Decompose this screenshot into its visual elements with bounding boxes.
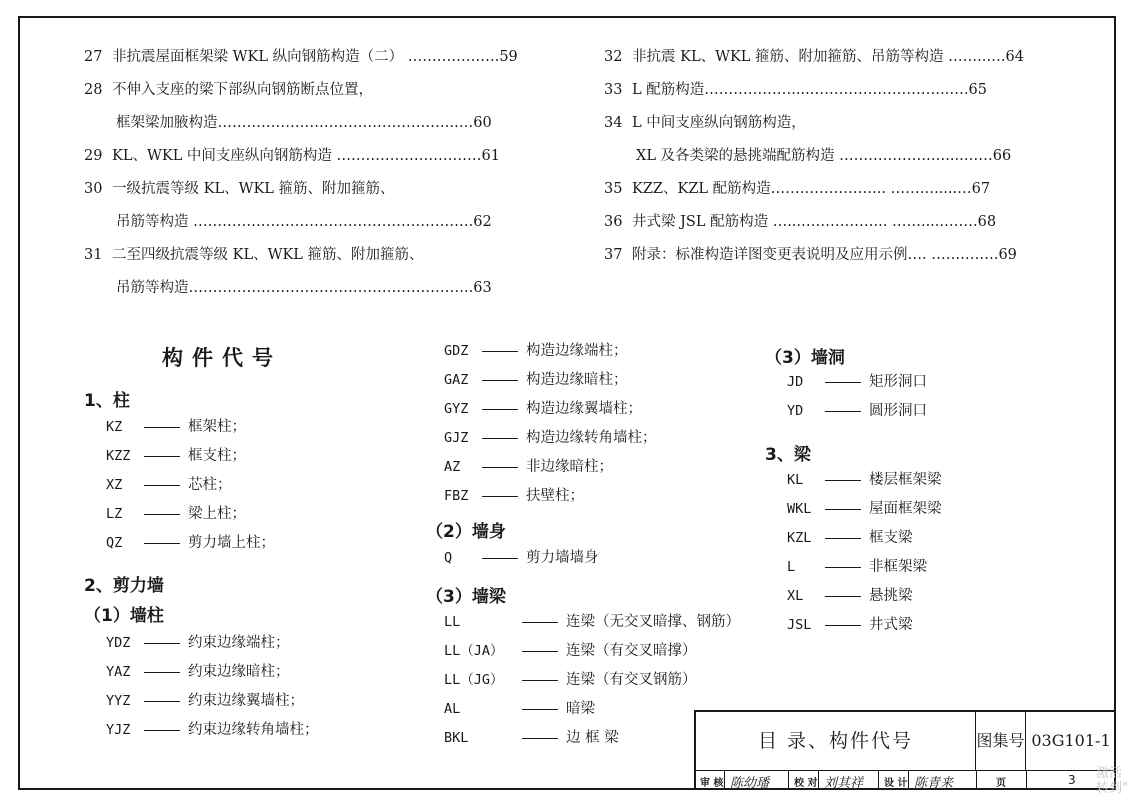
dash-separator <box>825 411 861 412</box>
toc-entry-leader: ……..…. <box>943 49 1006 65</box>
dash-separator <box>482 380 518 381</box>
code-abbreviation: GDZ <box>444 343 469 359</box>
code-abbreviation: YAZ <box>106 664 131 680</box>
dash-separator <box>522 709 558 710</box>
code-entry <box>444 342 628 360</box>
dash-separator <box>482 409 518 410</box>
code-description: 边 框 梁 <box>566 730 619 746</box>
code-abbreviation: KZZ <box>106 448 131 464</box>
toc-entry-title: 框架梁加腋构造 <box>116 115 218 131</box>
divider <box>976 770 977 790</box>
toc-entry-number: 28 <box>84 82 103 98</box>
code-description: 剪力墙上柱； <box>188 535 275 551</box>
toc-entry-number: 34 <box>604 115 623 131</box>
design-label: 设 计 <box>884 778 908 789</box>
code-description: 框支柱； <box>188 448 246 464</box>
code-description: 梁上柱； <box>188 506 246 522</box>
toc-entry-leader: …………………... ……….....… <box>770 181 972 197</box>
code-entry <box>787 500 942 518</box>
check-signature: 刘其祥 <box>824 776 864 791</box>
set-number: 03G101-1 <box>1031 731 1111 750</box>
code-abbreviation: YJZ <box>106 722 131 738</box>
section-beams: 3、梁 <box>765 445 811 465</box>
dash-separator <box>825 625 861 626</box>
code-entry <box>787 529 913 547</box>
toc-entry-title: L 配筋构造 <box>632 82 705 98</box>
code-abbreviation: QZ <box>106 535 123 551</box>
watermark-line-2: 转到" <box>1096 781 1128 796</box>
signature-row <box>696 770 1116 790</box>
section-wall-beam: （3）墙梁 <box>426 587 506 607</box>
code-abbreviation: L <box>787 559 796 575</box>
divider <box>908 770 909 790</box>
toc-entry <box>84 279 492 297</box>
code-abbreviation: XZ <box>106 477 123 493</box>
code-entry <box>106 634 290 652</box>
dash-separator <box>144 672 180 673</box>
toc-entry <box>84 147 500 165</box>
code-abbreviation: KZ <box>106 419 123 435</box>
code-abbreviation: GJZ <box>444 430 469 446</box>
code-description: 井式梁 <box>869 617 913 633</box>
dash-separator <box>144 456 180 457</box>
dash-separator <box>825 509 861 510</box>
dash-separator <box>482 558 518 559</box>
section-wall-hole: （3）墙洞 <box>765 348 845 368</box>
toc-entry-title: KZZ、KZL 配筋构造 <box>632 181 771 197</box>
code-entry <box>106 505 246 523</box>
code-description: 构造边缘翼墙柱； <box>526 401 642 417</box>
code-description: 剪力墙墙身 <box>526 550 599 566</box>
code-entry <box>444 729 619 747</box>
code-abbreviation: LZ <box>106 506 123 522</box>
code-entry <box>444 642 697 660</box>
code-abbreviation: YDZ <box>106 635 131 651</box>
code-abbreviation: YYZ <box>106 693 131 709</box>
toc-entry-title: L 中间支座纵向钢筋构造， <box>632 115 806 131</box>
check-label: 校 对 <box>794 778 818 789</box>
section-columns: 1、柱 <box>84 391 130 411</box>
dash-separator <box>482 496 518 497</box>
component-code-heading: 构件代号 <box>162 346 282 370</box>
code-description: 扶壁柱； <box>526 488 584 504</box>
dash-separator <box>522 651 558 652</box>
dash-separator <box>144 730 180 731</box>
code-abbreviation: WKL <box>787 501 812 517</box>
code-description: 屋面框架梁 <box>869 501 942 517</box>
code-abbreviation: KL <box>787 472 804 488</box>
toc-entry-number: 36 <box>604 214 623 230</box>
code-entry <box>106 447 246 465</box>
toc-entry <box>84 180 395 198</box>
toc-entry-leader: ………………. <box>403 49 500 65</box>
toc-entry-page: 59 <box>499 49 518 65</box>
code-abbreviation: Q <box>444 550 453 566</box>
toc-entry-leader: ………………………… <box>331 148 482 164</box>
dash-separator <box>825 596 861 597</box>
dash-separator <box>144 485 180 486</box>
divider <box>788 770 789 790</box>
code-abbreviation: LL（JG） <box>444 672 504 688</box>
divider <box>724 770 725 790</box>
code-description: 矩形洞口 <box>869 374 927 390</box>
code-description: 约束边缘转角墙柱； <box>188 722 319 738</box>
page-label: 页 <box>996 778 1006 789</box>
section-wall-columns: （1）墙柱 <box>84 606 164 626</box>
toc-entry-page: 67 <box>971 181 991 197</box>
toc-entry <box>604 147 1011 165</box>
toc-entry-leader: …. …….……. <box>907 247 999 263</box>
toc-entry-number: 31 <box>84 247 103 263</box>
code-entry <box>787 373 927 391</box>
toc-entry <box>84 81 373 99</box>
code-description: 悬挑梁 <box>869 588 913 604</box>
code-entry <box>787 587 913 605</box>
code-entry <box>444 487 584 505</box>
toc-entry <box>84 246 424 264</box>
code-abbreviation: LL（JA） <box>444 643 504 659</box>
toc-entry-title: XL 及各类梁的悬挑端配筋构造 <box>636 148 835 164</box>
code-entry <box>787 616 913 634</box>
toc-entry-title: KL、WKL 中间支座纵向钢筋构造 <box>112 148 332 164</box>
code-entry <box>444 371 628 389</box>
code-description: 约束边缘翼墙柱； <box>188 693 304 709</box>
code-description: 芯柱； <box>188 477 232 493</box>
code-description: 圆形洞口 <box>869 403 927 419</box>
code-entry <box>106 418 246 436</box>
code-abbreviation: GAZ <box>444 372 469 388</box>
code-entry <box>106 476 232 494</box>
toc-entry <box>84 48 518 66</box>
dash-separator <box>482 351 518 352</box>
toc-entry <box>604 246 1017 264</box>
dash-separator <box>144 543 180 544</box>
code-entry <box>106 663 290 681</box>
toc-entry-leader: ………………....………………………..…. <box>704 82 969 98</box>
code-abbreviation: JD <box>787 374 804 390</box>
code-abbreviation: LL <box>444 614 461 630</box>
code-entry <box>787 471 942 489</box>
code-abbreviation: GYZ <box>444 401 469 417</box>
toc-entry-page: 60 <box>473 115 492 131</box>
code-description: 楼层框架梁 <box>869 472 942 488</box>
toc-entry-number: 27 <box>84 49 103 65</box>
toc-entry-page: 66 <box>992 148 1012 164</box>
dash-separator <box>522 680 558 681</box>
code-entry <box>444 458 613 476</box>
section-wall-body: （2）墙身 <box>426 522 506 542</box>
toc-entry-number: 32 <box>604 49 623 65</box>
toc-entry <box>604 180 990 198</box>
code-description: 连梁（有交叉暗撑） <box>566 643 697 659</box>
code-description: 约束边缘端柱； <box>188 635 290 651</box>
toc-entry <box>604 114 806 132</box>
code-abbreviation: AZ <box>444 459 461 475</box>
title-block <box>694 710 1116 790</box>
toc-entry-number: 29 <box>84 148 103 164</box>
dash-separator <box>144 643 180 644</box>
toc-entry-title: 不伸入支座的梁下部纵向钢筋断点位置， <box>112 82 373 98</box>
dash-separator <box>144 514 180 515</box>
review-label: 审 核 <box>700 778 724 789</box>
drawing-title: 目 录、构件代号 <box>696 712 976 770</box>
code-description: 构造边缘转角墙柱； <box>526 430 657 446</box>
dash-separator <box>825 538 861 539</box>
activation-watermark <box>1096 766 1128 796</box>
code-entry <box>106 534 275 552</box>
code-entry <box>787 558 927 576</box>
divider <box>818 770 819 790</box>
code-entry <box>106 692 304 710</box>
toc-entry <box>604 81 987 99</box>
toc-entry-page: 65 <box>968 82 987 98</box>
code-abbreviation: FBZ <box>444 488 469 504</box>
review-signature: 陈幼璠 <box>730 776 770 791</box>
toc-entry-leader: ………………………………………………….. <box>188 280 474 296</box>
toc-entry-leader: ……………….…....…… <box>834 148 993 164</box>
code-entry <box>787 402 927 420</box>
code-description: 非边缘暗柱； <box>526 459 613 475</box>
watermark-line-1: 激活 <box>1096 766 1123 781</box>
toc-entry <box>84 213 492 231</box>
dash-separator <box>522 738 558 739</box>
dash-separator <box>482 438 518 439</box>
dash-separator <box>825 567 861 568</box>
dash-separator <box>522 622 558 623</box>
toc-entry-title: 吊筋等构造 <box>116 214 189 230</box>
toc-entry-number: 33 <box>604 82 623 98</box>
toc-entry-number: 35 <box>604 181 623 197</box>
toc-entry-title: 二至四级抗震等级 KL、WKL 箍筋、附加箍筋、 <box>112 247 424 263</box>
code-description: 约束边缘暗柱； <box>188 664 290 680</box>
toc-entry-page: 68 <box>977 214 997 230</box>
toc-entry <box>84 114 492 132</box>
toc-entry-page: 61 <box>481 148 500 164</box>
toc-entry-leader: …………………………………………………. <box>188 214 474 230</box>
toc-entry-title: 附录：标准构造详图变更表说明及应用示例 <box>632 247 908 263</box>
code-description: 框架柱； <box>188 419 246 435</box>
dash-separator <box>825 480 861 481</box>
code-description: 暗梁 <box>566 701 595 717</box>
toc-entry-leader: …...……………... …….....……. <box>768 214 978 230</box>
toc-entry-page: 62 <box>473 214 492 230</box>
code-entry <box>444 429 657 447</box>
design-signature: 陈青来 <box>914 776 954 791</box>
set-number-label: 图集号 <box>976 712 1026 770</box>
code-entry <box>444 671 697 689</box>
toc-entry-page: 64 <box>1005 49 1024 65</box>
dash-separator <box>144 701 180 702</box>
dash-separator <box>825 382 861 383</box>
code-abbreviation: KZL <box>787 530 812 546</box>
code-description: 构造边缘暗柱； <box>526 372 628 388</box>
divider <box>878 770 879 790</box>
code-description: 构造边缘端柱； <box>526 343 628 359</box>
code-abbreviation: JSL <box>787 617 812 633</box>
code-abbreviation: AL <box>444 701 461 717</box>
page-number: 3 <box>1068 773 1076 787</box>
code-description: 连梁（有交叉钢筋） <box>566 672 697 688</box>
code-entry <box>444 400 642 418</box>
toc-entry-title: 井式梁 JSL 配筋构造 <box>632 214 769 230</box>
dash-separator <box>482 467 518 468</box>
toc-entry <box>604 213 996 231</box>
section-shear-wall: 2、剪力墙 <box>84 576 164 596</box>
toc-entry-page: 69 <box>998 247 1017 263</box>
toc-entry-number: 30 <box>84 181 103 197</box>
divider <box>1026 770 1027 790</box>
toc-entry-title: 非抗震 KL、WKL 箍筋、附加箍筋、吊筋等构造 <box>632 49 944 65</box>
toc-entry-title: 一级抗震等级 KL、WKL 箍筋、附加箍筋、 <box>112 181 395 197</box>
dash-separator <box>144 427 180 428</box>
code-description: 框支梁 <box>869 530 913 546</box>
code-entry <box>444 613 740 631</box>
toc-entry-leader: …………………………………………..… <box>217 115 474 131</box>
code-entry <box>444 549 599 567</box>
code-abbreviation: XL <box>787 588 804 604</box>
toc-entry-page: 63 <box>473 280 492 296</box>
code-description: 连梁（无交叉暗撑、钢筋） <box>566 614 740 630</box>
toc-entry-title: 吊筋等构造 <box>116 280 189 296</box>
toc-entry-number: 37 <box>604 247 623 263</box>
code-entry <box>444 700 595 718</box>
toc-entry-title: 非抗震屋面框架梁 WKL 纵向钢筋构造（二） <box>112 49 404 65</box>
code-entry <box>106 721 319 739</box>
code-abbreviation: YD <box>787 403 804 419</box>
code-abbreviation: BKL <box>444 730 469 746</box>
code-description: 非框架梁 <box>869 559 927 575</box>
toc-entry <box>604 48 1024 66</box>
